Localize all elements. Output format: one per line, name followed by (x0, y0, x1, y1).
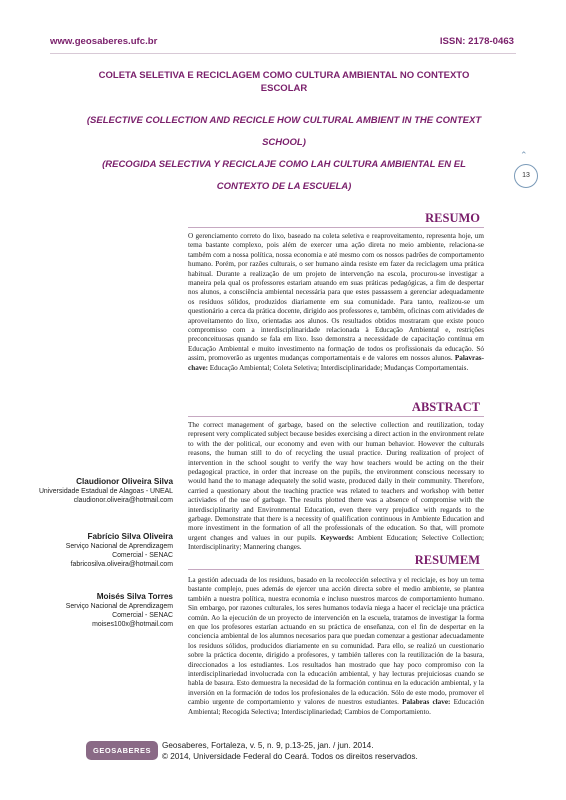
author-affiliation: Serviço Nacional de Aprendizagem (65, 543, 173, 550)
author-1 (39, 476, 173, 505)
author-email[interactable]: claudionor.oliveira@hotmail.com (73, 497, 173, 504)
resumo-divider (188, 227, 484, 228)
abstract-section (188, 421, 484, 553)
resumo-keywords: Educação Ambiental; Coleta Seletiva; Interdisciplinaridade; Mudanças Comportamentais. (209, 363, 469, 372)
footer-copyright: © 2014, Universidade Federal do Ceará. Todos os direitos reservados. (162, 751, 418, 761)
author-name: Moisés Silva Torres (96, 592, 173, 601)
footer-citation: Geosaberes, Fortaleza, v. 5, n. 9, p.13-25, jan. / jun. 2014. (162, 741, 374, 750)
title-spanish: (RECOGIDA SELECTIVA Y RECICLAJE COMO LAH CULTURA AMBIENTAL EN EL CONTEXTO DE LA ESCUELA) (102, 159, 466, 192)
title-portuguese: COLETA SELETIVA E RECICLAGEM COMO CULTURA AMBIENTAL NO CONTEXTO ESCOLAR (98, 70, 470, 94)
author-affiliation: Comercial - SENAC (112, 552, 173, 559)
resumo-text: O gerenciamento correto do lixo, baseado na coleta seletiva e reaproveitamento, representa hoje, um tema bastante complexo, pois além de exercer uma ação direta no meio ambiente, relaciona-se também com a nossa política, nossa economia e até mesmo com os nossos padrões de comportamento humano. Porém, por razões culturais, o ser humano ainda resiste em fazer da reciclagem uma prática habitual. Durante a realização de um projeto de intervenção na escola, procurou-se investigar a maneira pela qual os professores estariam atuando em suas práticas pedagógicas, a fim de despertar nos alunos, a consciência ambiental necessária para que estes passassem a gerenciar adequadamente os resíduos sólidos, produzidos diariamente em sua comunidade. Para tanto, realizou-se um questionário a cerca da prática docente, dirigido aos professores e, também, oficinas com atividades de aproveitamento do lixo, orientadas aos alunos. Os resultados obtidos mostraram que existe pouco compromisso com a interdisciplinaridade relacionada à Educação Ambiental e, restrições preconceituosas quando se fala em lixo. Isso demonstra a necessidade de capacitação contínua em Educação Ambiental e muito investimento na formação de todos os profissionais da educação. Só assim, promoverão as urgentes mudanças comportamentais e de valores em nossos alunos. (188, 232, 484, 363)
resumem-heading: RESUMEM (414, 553, 480, 567)
resumem-text: La gestión adecuada de los residuos, basado en la recolección selectiva y el reciclaje, es hoy un tema bastante complejo, pues además de ejercer una acción directa sobre el medio ambiente, se plantea también a nuestra política, nuestra economía e incluso nuestros marcos de comportamiento humano. Sin embargo, por razones culturales, los seres humanos todavía niega a hacer el reciclaje una práctica común. Ao la ejecución de un proyecto de intervención en la escuela, tratamos de investigar la forma en que los profesores estarían actuando en su práctica de enseñanza, con el fin de despertar en la conciencia ambiental de los alumnos necesarios para que puedan comenzar a gestionar adecuadamente los residuos sólidos, producidos diariamente en su comunidad. Para ello, se realizó un cuestionario sobre la práctica docente, dirigido a profesores, y también talleres con la reutilización de la basura, direccionados a los estudiantes. Los resultados han mostrado que hay poco compromiso con la interdisciplinariedad involucrada con la educación ambiental, y hay lecturas prejuiciosas cuando se habla de basura. Esto demuestra la necesidad de la formación continua en la educación ambiental, y la inversión en la formación de todos los profesionales de la educación. Sólo de este modo, promover el cambio urgente de comportamiento y valores de nuestros estudiantes. (188, 576, 484, 707)
page-number-badge: 13 (514, 164, 538, 188)
resumem-section (188, 576, 484, 717)
title-english: (SELECTIVE COLLECTION AND RECICLE HOW CULTURAL AMBIENT IN THE CONTEXT SCHOOL) (86, 115, 482, 148)
author-2 (66, 531, 173, 569)
author-email[interactable]: moises100x@hotmail.com (92, 621, 173, 628)
author-name: Fabrício Silva Oliveira (87, 532, 173, 541)
abstract-text: The correct management of garbage, based on the selective collection and reutilization, today represent very complicated subject because besides exercising a direct action in the environment relate to with the der political, our economy and even with our human behavior. However the culturals reasons, the human still to do of recycling the usual practice. During realization of project of intervention in the school sought to verify the way how teachers would be acting on the their pedagogical practice, in order that increase on the pupils, the environment conscious necessary to would hand the to manage adequately the solid waste, produced daily in their community. Therefore, carried a questionary about the teaching practice was related to teachers and workshop with better activiades of the use of garbage. The results plotted there was a absence of compromise with the interdisciplinarity and Environmental Education, even there very prejudice with regards to the garbage. Demonstrate that there is a necessity of qualification continuous in Ambiente Education and more investiment in the formation of all the professionals of the education. So that, will promote urgent changes and values in our pupils. (188, 421, 484, 542)
author-affiliation: Serviço Nacional de Aprendizagem (65, 603, 173, 610)
abstract-divider (188, 416, 484, 417)
resumem-keywords: Educación Ambiental; Recogida Selectiva; Interdisciplinariedad; Cambios de Comportamiento. (188, 698, 484, 716)
chevron-up-icon: ⌃ (520, 151, 528, 161)
resumo-section (188, 232, 484, 373)
resumem-keywords-label: Palabras clave: (402, 698, 451, 707)
journal-website[interactable]: www.geosaberes.ufc.br (50, 36, 158, 47)
resumem-divider (188, 569, 484, 570)
abstract-keywords-label: Keywords: (320, 533, 354, 542)
resumo-keywords-label: Palavras-chave: (188, 354, 484, 372)
geosaberes-logo: GEOSABERES (86, 741, 158, 760)
resumo-heading: RESUMO (425, 211, 480, 225)
author-3 (66, 591, 173, 629)
author-affiliation: Comercial - SENAC (112, 612, 173, 619)
issn-label: ISSN: 2178-0463 (439, 36, 514, 47)
footer-citation-block (162, 741, 418, 762)
author-affiliation: Universidade Estadual de Alagoas - UNEAL (38, 488, 173, 495)
abstract-keywords: Ambient Education; Selective Collection; Interdisciplinarity; Mannering changes. (188, 533, 485, 552)
abstract-heading: ABSTRACT (411, 400, 480, 414)
author-email[interactable]: fabricosilva.oliveira@hotmail.com (70, 561, 173, 568)
header-divider (50, 53, 516, 54)
author-name: Claudionor Oliveira Silva (76, 477, 173, 486)
